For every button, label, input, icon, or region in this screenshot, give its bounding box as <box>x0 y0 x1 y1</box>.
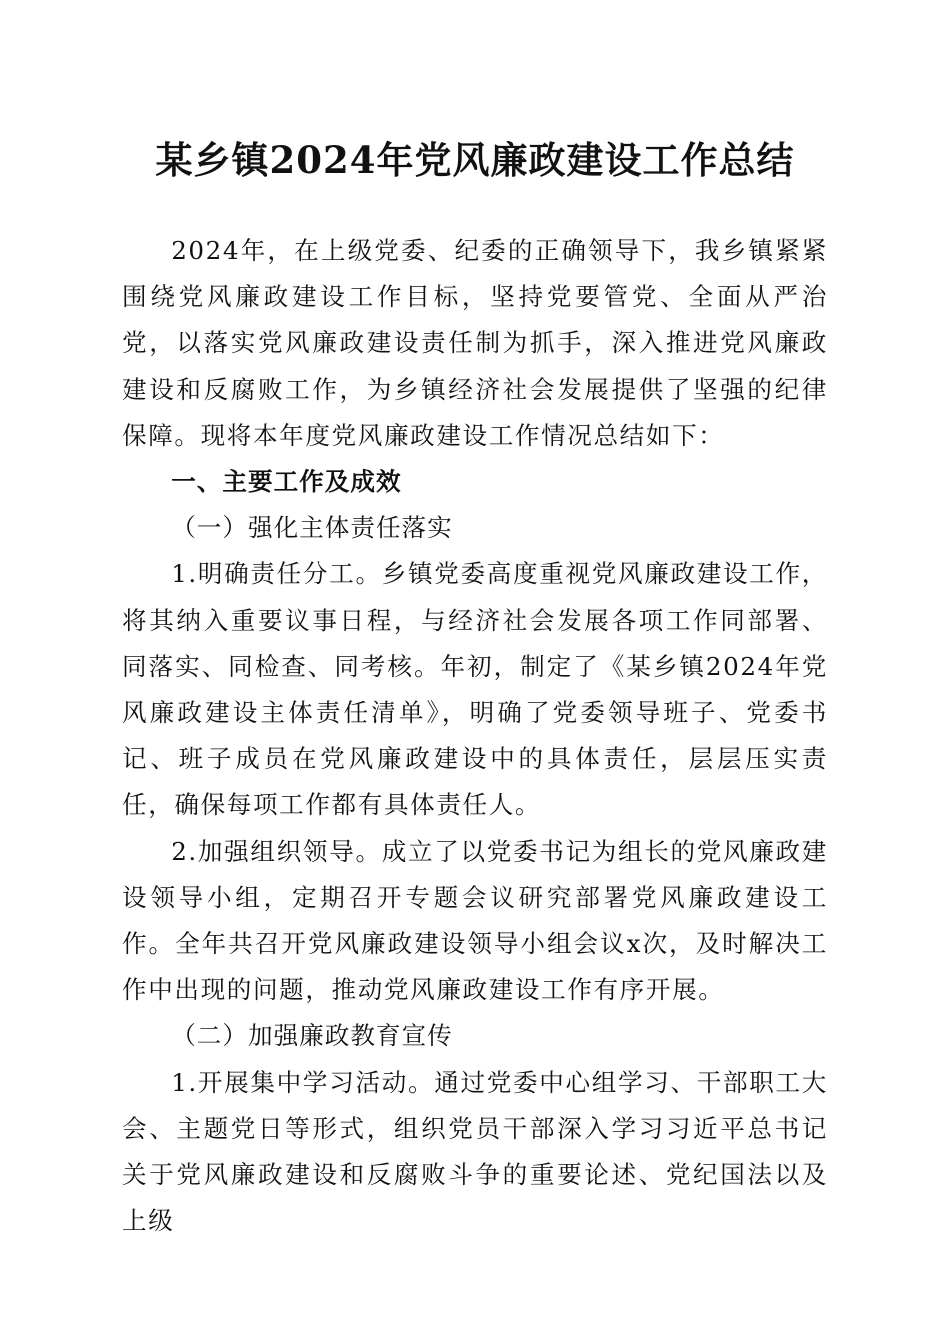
subsection-heading-responsibility: （一）强化主体责任落实 <box>171 513 453 543</box>
intro-paragraph: 2024年，在上级党委、纪委的正确领导下，我乡镇紧紧围绕党风廉政建设工作目标，坚持党要管党、全面从严治党，以落实党风廉政建设责任制为抓手，深入推进党风廉政建设和反腐败工作，为乡镇经济社会发展提供了坚强的纪律保障。现将本年度党风廉政建设工作情况总结如下： <box>122 236 828 450</box>
section-heading-main-work: 一、主要工作及成效 <box>171 467 402 497</box>
subsection-heading-education: （二）加强廉政教育宣传 <box>171 1021 453 1051</box>
paragraph-strengthen-leadership: 2.加强组织领导。成立了以党委书记为组长的党风廉政建设领导小组，定期召开专题会议研究部署党风廉政建设工作。全年共召开党风廉政建设领导小组会议x次，及时解决工作中出现的问题，推动党风廉政建设工作有序开展。 <box>122 836 828 1005</box>
document-title: 某乡镇2024年党风廉政建设工作总结 <box>155 138 795 182</box>
paragraph-clarify-responsibility: 1.明确责任分工。乡镇党委高度重视党风廉政建设工作，将其纳入重要议事日程，与经济社会发展各项工作同部署、同落实、同检查、同考核。年初，制定了《某乡镇2024年党风廉政建设主体责任清单》，明确了党委领导班子、党委书记、班子成员在党风廉政建设中的具体责任，层层压实责任，确保每项工作都有具体责任人。 <box>122 559 828 820</box>
paragraph-study-activities: 1.开展集中学习活动。通过党委中心组学习、干部职工大会、主题党日等形式，组织党员干部深入学习习近平总书记关于党风廉政建设和反腐败斗争的重要论述、党纪国法以及上级 <box>122 1067 828 1236</box>
document-body <box>122 228 828 1244</box>
